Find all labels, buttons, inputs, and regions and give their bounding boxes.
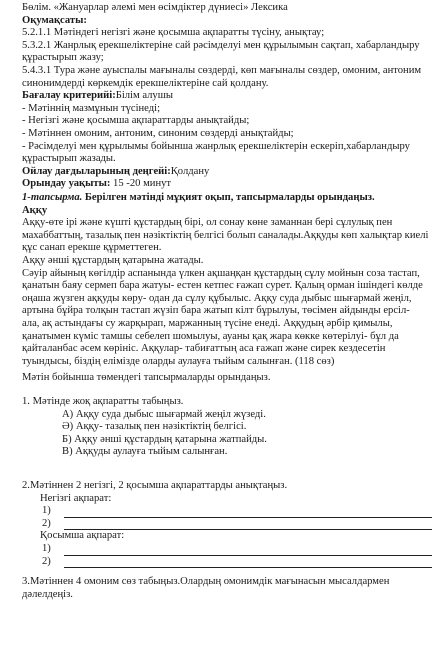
skill-level — [22, 166, 432, 179]
question-3-line: дәлелдеңіз. — [22, 588, 73, 600]
section-title: Бөлім. «Жануарлар әлемі мен өсімдіктер дүниесі» Лексика — [22, 2, 288, 13]
text-line: оңаша жүзген аққуды көру- одан да сұлу құбылыс. Аққу суда дыбыс шығармай жеңіл, — [22, 292, 412, 304]
main-info-answer-1[interactable] — [22, 505, 432, 518]
skill-value: Қолдану — [170, 165, 210, 177]
criteria-line: - Рәсімделуі мен құрылымы бойынша жанрлық ерекшеліктерін ескеріп,хабарландыру — [22, 140, 410, 152]
question-3-line: 3.Мәтіннен 4 омоним сөз табыңыз.Олардың омонимдік мағынасын мысалдармен — [22, 576, 390, 587]
text-line: ала, ақ астындағы су жарқырап, маржанның түсіне енеді. Аққудың әрбір қимылы, — [22, 317, 393, 329]
question-2 — [22, 480, 432, 568]
extra-info-answer-2[interactable] — [22, 556, 432, 569]
text-line: артына бұйра толқын тастап жүзіп бара жатып кілт бұрылуы, төсімен айдынды ерсіл- — [22, 305, 410, 317]
answer-number: 1) — [42, 542, 51, 554]
criteria-line: - Мәтіннен омоним, антоним, синоним сөздерді анықтайды; — [22, 127, 294, 139]
task1-instruction: Берілген мәтінді мұқият оқып, тапсырмаларды орындаңыз. — [82, 192, 375, 203]
time-label: Орындау уақыты: — [22, 178, 111, 190]
goal-line: 5.4.3.1 Тура және ауыспалы мағыналы сөздерді, көп мағыналы сөздер, омоним, антоним — [22, 64, 422, 76]
answer-number: 2) — [42, 555, 51, 567]
task1-section — [22, 192, 432, 368]
time-limit — [22, 178, 432, 191]
criteria-heading — [22, 90, 432, 103]
lesson-header — [22, 2, 432, 191]
text-line: қанатын баяу сермеп бара жатуы- естен кетпес ғажап сурет. Қалың орман ішіндегі көлде — [22, 280, 423, 292]
task1-title — [22, 192, 432, 205]
question-2-stem: 2.Мәтіннен 2 негізгі, 2 қосымша ақпараттарды анықтаңыз. — [22, 480, 288, 491]
answer-number: 1) — [42, 505, 51, 517]
criteria-value: Білім алушы — [115, 90, 173, 102]
answer-number: 2) — [42, 517, 51, 529]
text-line: Аққу-өте ірі және күшті құстардың бірі, ол сонау көне заманнан бері сұлулық пен — [22, 217, 393, 229]
skill-label: Ойлау дағдыларының деңгейі: — [22, 165, 171, 177]
text-line: махаббаттың, тазалық пен нәзіктіктің белгісі болып саналады.Аққуды көп халықтар киелі — [22, 229, 429, 241]
text-line: Аққу әнші құстардың қатарына жатады. — [22, 254, 204, 266]
criteria-line: - Мәтіннің мазмұнын түсінеді; — [22, 102, 161, 114]
text-line: құс санап ерекше құрметтеген. — [22, 242, 162, 254]
criteria-line: - Негізгі және қосымша ақпараттарды анықтайды; — [22, 115, 250, 127]
option-b[interactable]: Б) Аққу әнші құстардың қатарына жатпайды. — [62, 433, 267, 445]
goal-line: 5.3.2.1 Жанрлық ерекшеліктеріне сай рәсімделуі мен құрылымын сақтап, хабарландыру — [22, 39, 420, 51]
criteria-line: құрастырып жазады. — [22, 153, 116, 165]
goal-line: синонимдерді көркемдік ерекшеліктеріне сай қолдану. — [22, 77, 269, 89]
option-v[interactable]: В) Аққуды аулауға тыйым салынған. — [62, 446, 228, 458]
instruction-block — [22, 372, 432, 385]
text-title: Аққу — [22, 204, 48, 216]
text-line: қанатымен күміс тамшы себелеп шомылуы, ауаны қақ жара көкке көтерілуі- бұл да — [22, 330, 399, 342]
answer-line[interactable] — [64, 558, 432, 568]
text-line: Сәуір айының көгілдір аспанында үлкен ақшаңқан құстардың сұлу мойнын соза тастап, — [22, 267, 420, 279]
question-1 — [22, 396, 432, 459]
answer-line[interactable] — [64, 546, 432, 556]
extra-info-label: Қосымша ақпарат: — [40, 530, 125, 542]
main-info-answer-2[interactable] — [22, 518, 432, 531]
question-1-stem: 1. Мәтінде жоқ ақпаратты табыңыз. — [22, 396, 184, 407]
answer-line[interactable] — [64, 520, 432, 530]
text-line: туындысы, біздің елімізде оларды аулауға тыйым салынған. (118 сөз) — [22, 355, 335, 367]
instruction-text: Мәтін бойынша төмендегі тапсырмаларды орындаңыз. — [22, 372, 271, 383]
time-value: 15 -20 минут — [110, 178, 172, 190]
question-3 — [22, 576, 432, 601]
answer-line[interactable] — [64, 508, 432, 518]
option-ae[interactable]: Ә) Аққу- тазалық пен нәзіктіктің белгісі. — [62, 421, 247, 433]
task1-number: 1-тапсырма. — [22, 192, 83, 203]
text-line: қайталанбас әсем көрініс. Аққулар- табиғаттың аса ғажап және сирек кездесетін — [22, 343, 386, 355]
criteria-label: Бағалау критерийі: — [22, 90, 116, 102]
goal-line: 5.2.1.1 Мәтіндегі негізгі және қосымша ақпаратты түсіну, анықтау; — [22, 27, 325, 39]
main-info-label: Негізгі ақпарат: — [40, 492, 112, 504]
goals-label: Оқумақсаты: — [22, 14, 87, 26]
option-a[interactable]: А) Аққу суда дыбыс шығармай жеңіл жүзеді. — [62, 408, 266, 420]
extra-info-answer-1[interactable] — [22, 543, 432, 556]
goal-line: құрастырып жазу; — [22, 52, 104, 64]
